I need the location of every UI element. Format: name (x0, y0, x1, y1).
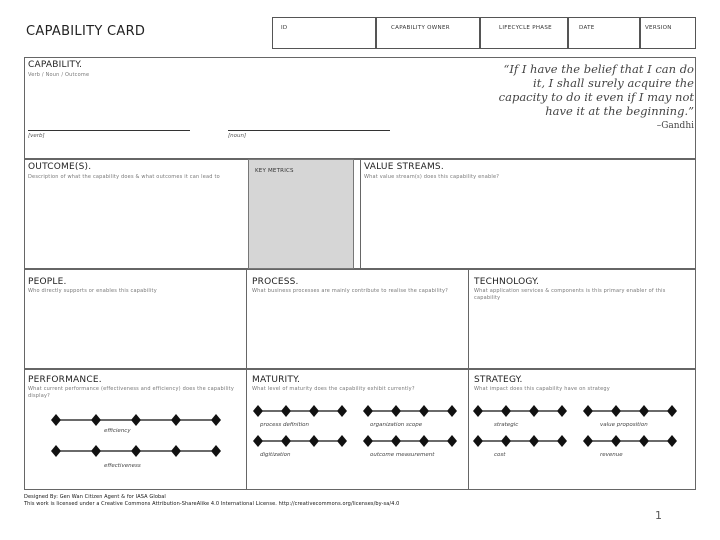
key-metrics-label: KEY METRICS (255, 168, 294, 174)
efficiency-scale[interactable] (51, 414, 221, 426)
value-streams-hint: What value stream(s) does this capability enable? (364, 174, 500, 180)
outcome-measurement-scale[interactable] (363, 435, 457, 447)
value-proposition-scale[interactable] (583, 405, 677, 417)
organization-scope-label: organization scope (370, 422, 423, 428)
id-label: ID (281, 25, 288, 31)
footer-credit: Designed By: Gen Wan Citizen Agent & for IASA Global (24, 494, 166, 500)
effectiveness-label: effectiveness (104, 463, 141, 469)
noun-label: [noun] (228, 133, 247, 139)
version-label: VERSION (645, 25, 672, 31)
date-label: DATE (579, 25, 595, 31)
verb-label: [verb] (28, 133, 45, 139)
owner-label: CAPABILITY OWNER (391, 25, 450, 31)
page-number: 1 (655, 509, 662, 522)
outcomes-title: OUTCOME(S). (28, 162, 92, 172)
organization-scope-scale[interactable] (363, 405, 457, 417)
process-title: PROCESS. (252, 277, 299, 287)
outcomes-hint: Description of what the capability does & what outcomes it can lead to (28, 174, 220, 180)
technology-title: TECHNOLOGY. (474, 277, 540, 287)
performance-hint: What current performance (effectiveness and efficiency) does the capability display? (28, 386, 234, 399)
capability-hint: Verb / Noun / Outcome (28, 72, 90, 78)
cost-label: cost (494, 452, 506, 458)
revenue-scale[interactable] (583, 435, 677, 447)
effectiveness-scale[interactable] (51, 445, 221, 457)
process-definition-scale[interactable] (253, 405, 347, 417)
strategic-scale[interactable] (473, 405, 567, 417)
value-proposition-label: value proposition (600, 422, 648, 428)
people-title: PEOPLE. (28, 277, 67, 287)
value-streams-title: VALUE STREAMS. (364, 162, 444, 172)
digitization-scale[interactable] (253, 435, 347, 447)
lifecycle-label: LIFECYCLE PHASE (499, 25, 552, 31)
footer-license: This work is licensed under a Creative Commons Attribution-ShareAlike 4.0 International License. http://creativecommons.org/licenses/by-sa/4.0 (24, 501, 400, 507)
card-title: CAPABILITY CARD (26, 24, 146, 39)
strategic-label: strategic (494, 422, 519, 428)
maturity-title: MATURITY. (252, 375, 301, 385)
process-hint: What business processes are mainly contribute to realise the capability? (252, 288, 448, 294)
digitization-label: digitization (260, 452, 291, 458)
quote-author: –Gandhi (656, 121, 694, 131)
strategy-title: STRATEGY. (474, 375, 523, 385)
gandhi-quote: “If I have the belief that I can do it, I shall surely acquire the capacity to do it even if I may not have it at the beginning.” (498, 62, 694, 118)
process-definition-label: process definition (260, 422, 309, 428)
cost-scale[interactable] (473, 435, 567, 447)
performance-title: PERFORMANCE. (28, 375, 102, 385)
revenue-label: revenue (600, 452, 623, 458)
technology-hint: What application services & components is this primary enabler of this capability (474, 288, 666, 301)
efficiency-label: efficiency (104, 428, 131, 434)
outcome-measurement-label: outcome measurement (370, 452, 435, 458)
maturity-hint: What level of maturity does the capability exhibit currently? (252, 386, 415, 392)
people-hint: Who directly supports or enables this capability (28, 288, 157, 294)
strategy-hint: What impact does this capability have on strategy (474, 386, 610, 392)
capability-title: CAPABILITY. (28, 60, 83, 70)
